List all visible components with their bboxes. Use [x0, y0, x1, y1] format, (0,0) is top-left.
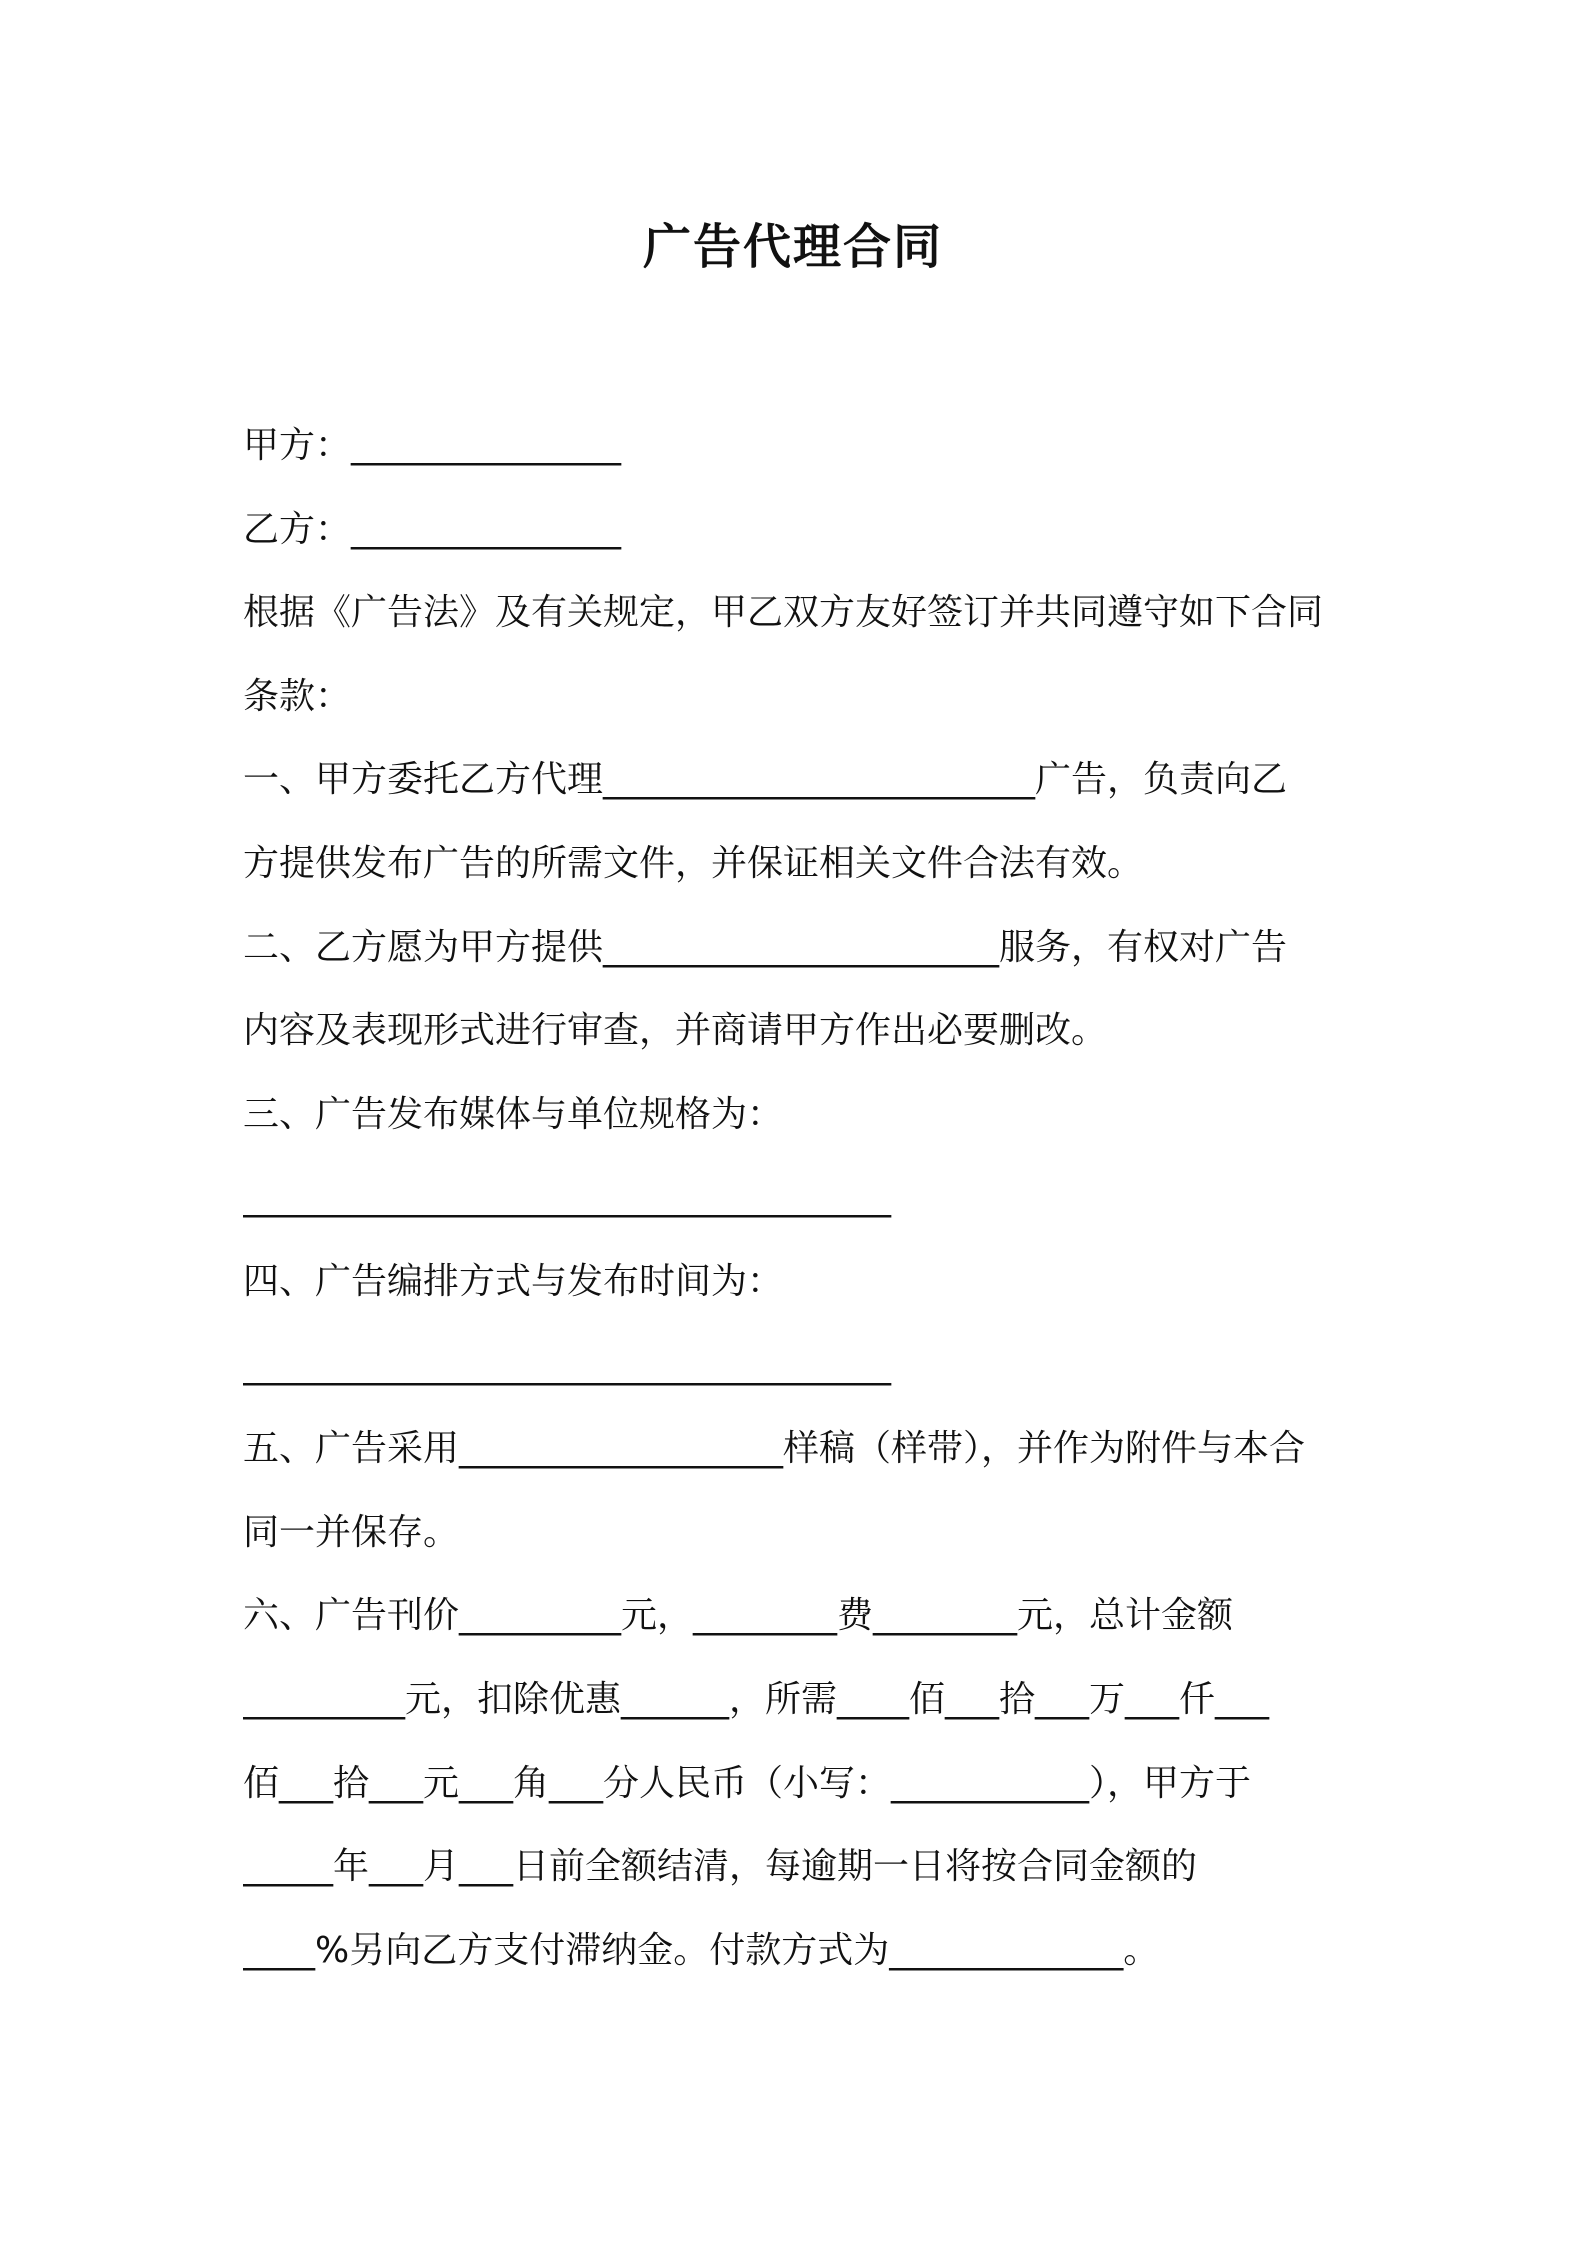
clause-5-line-2: 同一并保存。	[243, 1511, 460, 1553]
clause-6-line-2: _________元，扣除优惠______，所需____佰___拾___万___仟___	[243, 1678, 1270, 1720]
clause-6-line-3: 佰___拾___元___角___分人民币（小写：___________），甲方于	[243, 1762, 1252, 1804]
party-b-line: 乙方：_______________	[243, 508, 622, 550]
preamble-line-2: 条款：	[243, 675, 352, 717]
clause-4-line-1: 四、广告编排方式与发布时间为：	[243, 1260, 784, 1302]
clause-1-line-2: 方提供发布广告的所需文件，并保证相关文件合法有效。	[243, 842, 1144, 884]
clause-6-line-1: 六、广告刊价_________元，________费________元，总计金额	[243, 1595, 1234, 1637]
clause-2-line-1: 二、乙方愿为甲方提供______________________服务，有权对广告	[243, 926, 1288, 968]
clause-1-line-1: 一、甲方委托乙方代理________________________广告，负责向乙	[243, 759, 1288, 801]
contract-body	[243, 404, 1363, 1992]
clause-3-line-1: 三、广告发布媒体与单位规格为：	[243, 1093, 784, 1135]
clause-4-blank-line: ____________________________________	[243, 1344, 891, 1386]
preamble-line-1: 根据《广告法》及有关规定，甲乙双方友好签订并共同遵守如下合同	[243, 592, 1324, 634]
clause-5-line-1: 五、广告采用__________________样稿（样带），并作为附件与本合	[243, 1428, 1306, 1470]
clause-3-blank-line: ____________________________________	[243, 1177, 891, 1219]
clause-6-line-5: ____%另向乙方支付滞纳金。付款方式为_____________。	[243, 1929, 1160, 1971]
document-title: 广告代理合同	[642, 219, 943, 275]
clause-2-line-2: 内容及表现形式进行审查，并商请甲方作出必要删改。	[243, 1010, 1108, 1052]
clause-6-line-4: _____年___月___日前全额结清，每逾期一日将按合同金额的	[243, 1846, 1198, 1888]
party-a-line: 甲方：_______________	[243, 425, 622, 466]
